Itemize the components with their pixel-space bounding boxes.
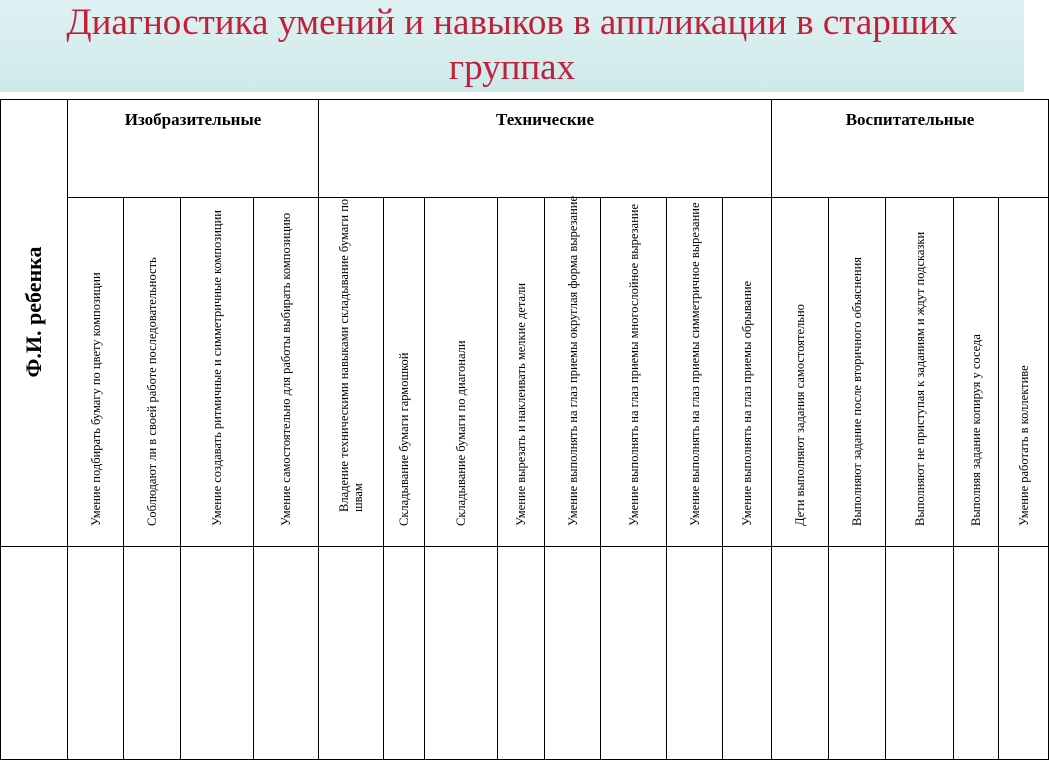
criterion-cell: [954, 198, 999, 547]
score-cell[interactable]: [999, 547, 1049, 760]
criterion-cell: [601, 198, 667, 547]
criterion-label: Складывание бумаги гармошкой: [397, 352, 412, 526]
criterion-cell: [723, 198, 772, 547]
criterion-cell: [319, 198, 384, 547]
criterion-cell: [545, 198, 601, 547]
criterion-cell: [667, 198, 723, 547]
criterion-cell: [68, 198, 124, 547]
score-cell[interactable]: [124, 547, 181, 760]
criterion-label: Умение создавать ритмичные и симметричные композиции: [210, 210, 224, 526]
group-header-depictive: Изобразительные: [68, 100, 319, 198]
score-cell[interactable]: [772, 547, 829, 760]
criterion-label: Умение работать в коллективе: [1016, 365, 1031, 526]
score-cell[interactable]: [498, 547, 545, 760]
slide-title: Диагностика умений и навыков в аппликации в старших группах: [66, 2, 958, 88]
group-header-educational: Воспитательные: [772, 100, 1049, 198]
score-cell[interactable]: [667, 547, 723, 760]
criterion-label: Выполняя задание копируя у соседа: [969, 334, 984, 526]
criterion-label: Умение выполнять на глаз приемы обрывание: [740, 280, 755, 526]
criterion-cell: [124, 198, 181, 547]
criterion-label: Выполняют задание после вторичного объяснения: [850, 256, 865, 526]
table-row: [1, 547, 1049, 760]
diagnostics-table-wrap: [0, 99, 1049, 760]
score-cell[interactable]: [886, 547, 954, 760]
criterion-label: Соблюдают ли в своей работе последовательность: [145, 257, 159, 526]
score-cell[interactable]: [254, 547, 319, 760]
child-name-header: [1, 100, 68, 547]
score-cell[interactable]: [545, 547, 601, 760]
criterion-cell: [425, 198, 498, 547]
criteria-header-row: [1, 198, 1049, 547]
criterion-label: Умение выполнять на глаз приемы симметричное вырезание: [687, 202, 702, 526]
criterion-label: Владение техническими навыками складывание бумаги по швам: [337, 198, 366, 512]
criterion-label: Умение выполнять на глаз приемы многослойное вырезание: [626, 204, 641, 526]
score-cell[interactable]: [829, 547, 886, 760]
diagnostics-table: [0, 99, 1049, 760]
score-cell[interactable]: [384, 547, 425, 760]
criterion-label: Умение вырезать и наклеивать мелкие детали: [514, 282, 529, 526]
criterion-label: Умение самостоятельно для работы выбирать композицию: [279, 212, 293, 526]
criterion-cell: [498, 198, 545, 547]
criterion-cell: [999, 198, 1049, 547]
criterion-cell: [254, 198, 319, 547]
score-cell[interactable]: [68, 547, 124, 760]
criterion-label: Умение подбирать бумагу по цвету композиции: [88, 272, 103, 526]
score-cell[interactable]: [181, 547, 254, 760]
criterion-label: Выполняют не приступая к заданиям и ждут подсказки: [912, 231, 927, 526]
score-cell[interactable]: [723, 547, 772, 760]
criterion-label: Умение выполнять на глаз приемы округлая форма вырезание: [565, 196, 580, 526]
group-header-technical: Технические: [319, 100, 772, 198]
criterion-cell: [772, 198, 829, 547]
score-cell[interactable]: [954, 547, 999, 760]
child-name-label: Ф.И. ребенка: [21, 246, 46, 378]
child-name-cell[interactable]: [1, 547, 68, 760]
score-cell[interactable]: [425, 547, 498, 760]
criterion-cell: [886, 198, 954, 547]
score-cell[interactable]: [601, 547, 667, 760]
criterion-label: Складывание бумаги по диагонали: [454, 340, 469, 526]
score-cell[interactable]: [319, 547, 384, 760]
criterion-label: Дети выполняют задания самостоятельно: [793, 304, 808, 526]
criterion-cell: [384, 198, 425, 547]
criterion-cell: [829, 198, 886, 547]
criterion-cell: [181, 198, 254, 547]
group-header-row: [1, 100, 1049, 198]
